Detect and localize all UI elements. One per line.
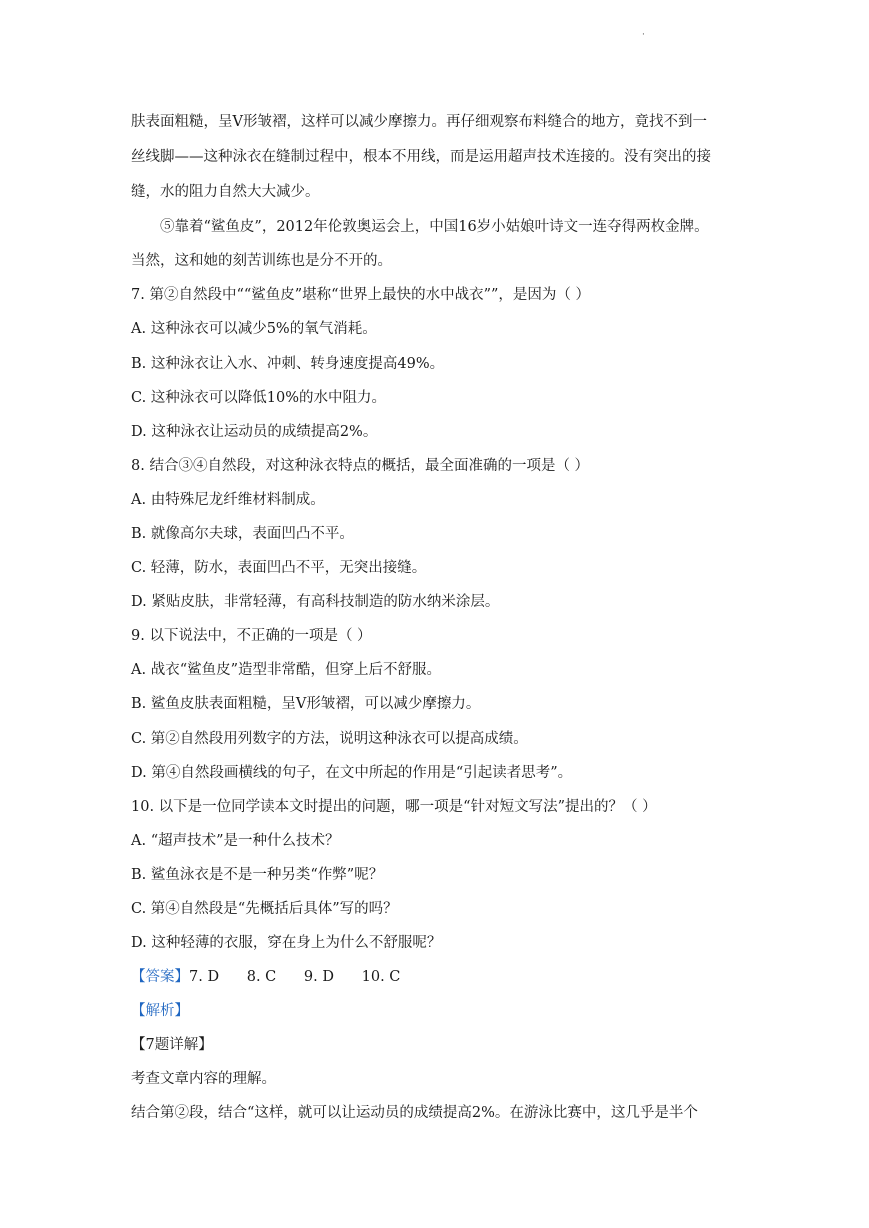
option-9a: A. 战衣“鲨鱼皮”造型非常酷，但穿上后不舒服。 bbox=[131, 662, 442, 678]
paragraph-line: 丝线脚——这种泳衣在缝制过程中，根本不用线，而是运用超声技术连接的。没有突出的接 bbox=[131, 149, 711, 165]
option-10d: D. 这种轻薄的衣服，穿在身上为什么不舒服呢？ bbox=[131, 935, 442, 951]
question-8: 8. 结合③④自然段，对这种泳衣特点的概括，最全面准确的一项是（ ） bbox=[131, 458, 590, 474]
analysis-text: 结合第②段，结合“这样，就可以让运动员的成绩提高2%。在游泳比赛中，这几乎是半个 bbox=[131, 1105, 698, 1121]
option-9b: B. 鲨鱼皮肤表面粗糙，呈V形皱褶，可以减少摩擦力。 bbox=[131, 696, 481, 712]
question-9: 9. 以下说法中，不正确的一项是（ ） bbox=[131, 628, 372, 644]
question-10: 10. 以下是一位同学读本文时提出的问题，哪一项是“针对短文写法”提出的？（ ） bbox=[131, 799, 657, 815]
paragraph-line: 肤表面粗糙，呈V形皱褶，这样可以减少摩擦力。再仔细观察布料缝合的地方，竟找不到一 bbox=[131, 114, 707, 130]
option-8a: A. 由特殊尼龙纤维材料制成。 bbox=[131, 492, 325, 508]
option-7b: B. 这种泳衣让入水、冲刺、转身速度提高49%。 bbox=[131, 356, 445, 372]
option-8c: C. 轻薄，防水，表面凹凸不平，无突出接缝。 bbox=[131, 560, 427, 576]
option-7d: D. 这种泳衣让运动员的成绩提高2%。 bbox=[131, 424, 378, 440]
answer-line bbox=[131, 967, 400, 987]
option-10c: C. 第④自然段是“先概括后具体”写的吗？ bbox=[131, 901, 398, 917]
option-10a: A. “超声技术”是一种什么技术？ bbox=[131, 833, 340, 849]
analysis-label: 【解析】 bbox=[131, 1003, 189, 1019]
analysis-text: 考查文章内容的理解。 bbox=[131, 1071, 276, 1087]
answer-label: 【答案】 bbox=[131, 969, 189, 985]
option-7a: A. 这种泳衣可以减少5%的氧气消耗。 bbox=[131, 321, 377, 337]
paragraph-line: ⑤靠着“鲨鱼皮”，2012年伦敦奥运会上，中国16岁小姑娘叶诗文一连夺得两枚金牌。 bbox=[160, 219, 709, 235]
header-mark: · bbox=[642, 30, 645, 40]
option-8d: D. 紧贴皮肤，非常轻薄，有高科技制造的防水纳米涂层。 bbox=[131, 594, 500, 610]
option-7c: C. 这种泳衣可以降低10%的水中阻力。 bbox=[131, 390, 387, 406]
question-7: 7. 第②自然段中““鲨鱼皮”堪称“世界上最快的水中战衣””，是因为（ ） bbox=[131, 287, 591, 303]
paragraph-line: 当然，这和她的刻苦训练也是分不开的。 bbox=[131, 253, 392, 269]
option-10b: B. 鲨鱼泳衣是不是一种另类“作弊”呢？ bbox=[131, 867, 384, 883]
answer-text: 7. D 8. C 9. D 10. C bbox=[189, 969, 401, 985]
option-9d: D. 第④自然段画横线的句子，在文中所起的作用是“引起读者思考”。 bbox=[131, 765, 573, 781]
option-9c: C. 第②自然段用列数字的方法，说明这种泳衣可以提高成绩。 bbox=[131, 731, 528, 747]
paragraph-line: 缝，水的阻力自然大大减少。 bbox=[131, 184, 320, 200]
option-8b: B. 就像高尔夫球，表面凹凸不平。 bbox=[131, 526, 354, 542]
detail-label: 【7题详解】 bbox=[131, 1037, 213, 1053]
